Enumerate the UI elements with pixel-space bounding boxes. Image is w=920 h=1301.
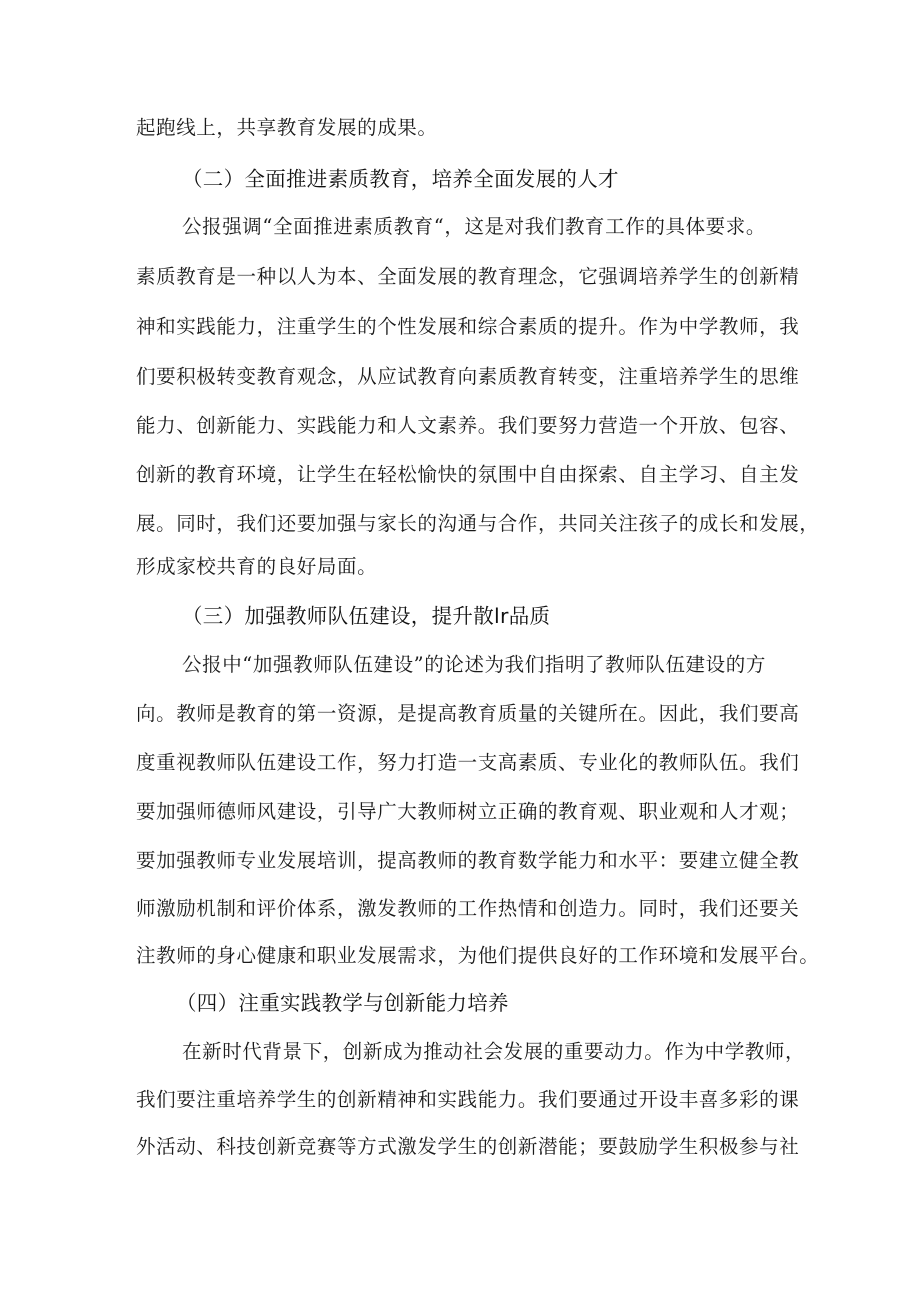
paragraph-line: 要加强师德师风建设，引导广大教师树立正确的教育观、职业观和人才观； [136, 800, 800, 823]
paragraph-line: 注教师的身心健康和职业发展需求，为他们提供良好的工作环境和发展平台。 [136, 944, 820, 967]
paragraph-line: 向。教师是教育的第一资源，是提高教育质量的关键所在。因此，我们要高 [136, 702, 800, 725]
paragraph-line: 公报强调“全面推进素质教育“，这是对我们教育工作的具体要求。 [182, 215, 766, 238]
paragraph-line: 能力、创新能力、实践能力和人文素养。我们要努力营造一个开放、包容、 [136, 414, 800, 437]
paragraph-line: 我们要注重培养学生的创新精神和实践能力。我们要通过开设丰喜多彩的课 [136, 1088, 800, 1111]
section-heading-2: （二）全面推进素质教育，培养全面发展的人才 [182, 167, 619, 191]
section-heading-4: （四）注重实践教学与创新能力培养 [176, 991, 509, 1015]
paragraph-line: 外活动、科技创新竞赛等方式激发学生的创新潜能；要鼓励学生积极参与社 [136, 1135, 800, 1158]
paragraph-line: 创新的教育环境，让学生在轻松愉快的氛围中自由探索、自主学习、自主发 [136, 463, 800, 486]
paragraph-line: 公报中“加强教师队伍建设”的论述为我们指明了教师队伍建设的方 [182, 653, 766, 676]
paragraph-line: 师激励机制和评价体系，激发教师的工作热情和创造力。同时，我们还要关 [136, 897, 800, 920]
paragraph-line: 展。同时，我们还要加强与家长的沟通与合作，共同关注孩子的成长和发展， [136, 512, 820, 535]
paragraph-line: 在新时代背景下，创新成为推动社会发展的重要动力。作为中学教师， [182, 1040, 806, 1063]
paragraph-line: 起跑线上，共享教育发展的成果。 [136, 116, 438, 139]
paragraph-line: 神和实践能力，注重学生的个性发展和综合素质的提升。作为中学教师，我 [136, 315, 800, 338]
paragraph-line: 形成家校共育的良好局面。 [136, 555, 378, 578]
paragraph-line: 要加强教师专业发展培训，提高教师的教育数学能力和水平：要建立健全教 [136, 849, 800, 872]
section-heading-3: （三）加强教师队伍建设，提升散lr品质 [182, 604, 551, 628]
paragraph-line: 们要积极转变教育观念，从应试教育向素质教育转变，注重培养学生的思维 [136, 365, 800, 388]
paragraph-line: 度重视教师队伍建设工作，努力打造一支高素质、专业化的教师队伍。我们 [136, 751, 800, 774]
paragraph-line: 素质教育是一种以人为本、全面发展的教育理念，它强调培养学生的创新精 [136, 265, 800, 288]
